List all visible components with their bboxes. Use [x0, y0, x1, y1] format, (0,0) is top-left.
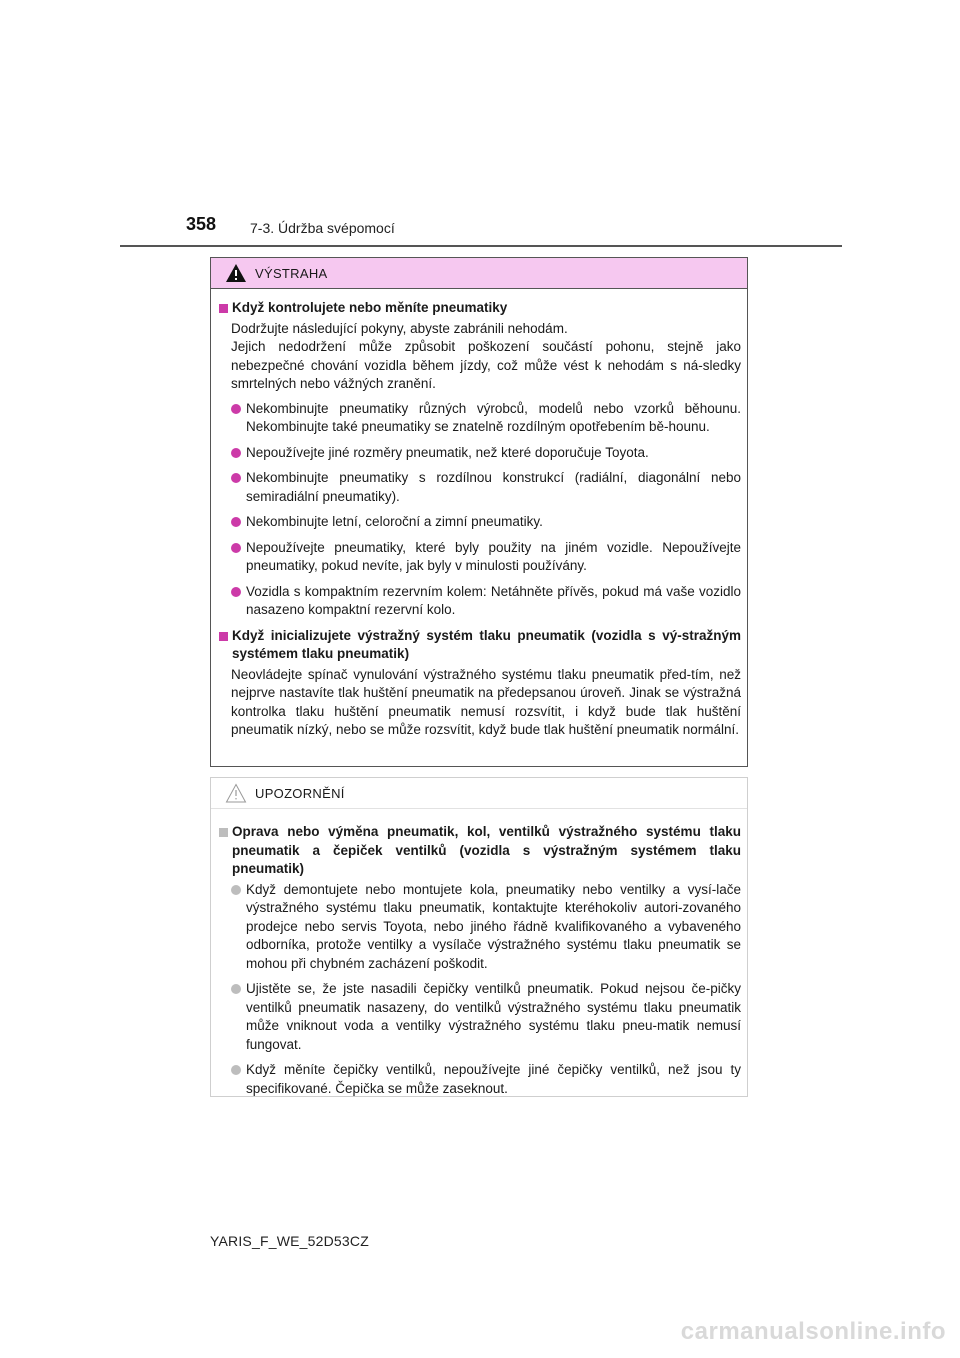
paragraph: Dodržujte následující pokyny, abyste zabránili nehodám. Jejich nedodržení může způsobit poškození součástí pohonu, stejně jako nebezpečné chování vozidla během jízdy, což může vést k nehodám s ná-sledky smrtelných nebo vážných zranění. [231, 320, 741, 391]
square-bullet-icon [219, 632, 228, 641]
bullet-dot-icon [231, 517, 241, 527]
square-bullet-icon [219, 828, 228, 837]
caution-body [211, 809, 747, 1098]
bullet-dot-icon [231, 1065, 241, 1075]
bullet-text: Nepoužívejte jiné rozměry pneumatik, než které doporučuje Toyota. [246, 444, 649, 460]
bullet-dot-icon [231, 543, 241, 553]
warning-heading [219, 299, 741, 318]
caution-header [211, 778, 747, 809]
header-rule [120, 245, 842, 247]
bullet-dot-icon [231, 885, 241, 895]
warning-header [211, 258, 747, 289]
list-item [231, 881, 741, 974]
bullet-dot-icon [231, 587, 241, 597]
caution-box [210, 777, 748, 1097]
footer-model-code: YARIS_F_WE_52D53CZ [210, 1233, 369, 1249]
bullet-text: Ujistěte se, že jste nasadili čepičky ventilků pneumatik. Pokud nejsou če-pičky ventilků pneumatik nasazeny, do ventilků výstražného systému tlaku pneumatik může vniknout voda a ventilky výstražného systému tlaku pneu-matik nemusí fungovat. [246, 981, 741, 1052]
bullet-text: Když měníte čepičky ventilků, nepoužívejte jiné čepičky ventilků, než jsou ty specifikované. Čepička se může zaseknout. [246, 1062, 741, 1096]
list-item [231, 1061, 741, 1098]
bullet-dot-icon [231, 448, 241, 458]
watermark: carmanualsonline.info [680, 1318, 946, 1345]
heading-text: Oprava nebo výměna pneumatik, kol, ventilků výstražného systému tlaku pneumatik a čepiček ventilků (vozidla s výstražným systémem tlaku pneumatik) [232, 824, 741, 876]
list-item [231, 400, 741, 437]
warning-heading [219, 627, 741, 664]
warning-label: VÝSTRAHA [255, 265, 328, 281]
square-bullet-icon [219, 304, 228, 313]
paragraph: Neovládejte spínač vynulování výstražného systému tlaku pneumatik před-tím, než nejprve nastavíte tlak huštění pneumatik na předepsanou úroveň. Jinak se výstražná kontrolka tlaku huštění pneumatik nemusí rozsvítit, i když bude tlak huštění pneumatik nízký, nebo se může rozsvítit, když bude tlak huštění pneumatik normální. [231, 666, 741, 737]
list-item [231, 583, 741, 620]
bullet-dot-icon [231, 404, 241, 414]
caution-triangle-icon [225, 783, 247, 803]
list-item [231, 469, 741, 506]
heading-text: Když inicializujete výstražný systém tlaku pneumatik (vozidla s vý-stražným systémem tlaku pneumatik) [232, 627, 741, 661]
bullet-text: Nepoužívejte pneumatiky, které byly použity na jiném vozidle. Nepoužívejte pneumatiky, pokud nevíte, jak byly v minulosti používány. [246, 539, 741, 573]
bullet-text: Vozidla s kompaktním rezervním kolem: Netáhněte přívěs, pokud má vaše vozidlo nasazeno kompaktní rezervní kolo. [246, 583, 741, 617]
bullet-text: Nekombinujte letní, celoroční a zimní pneumatiky. [246, 514, 543, 529]
page-number: 358 [186, 214, 217, 234]
caution-label: UPOZORNĚNÍ [255, 785, 345, 801]
caution-heading [219, 823, 741, 879]
warning-body [211, 289, 747, 740]
bullet-text: Nekombinujte pneumatiky různých výrobců, modelů nebo vzorků běhounu. Nekombinujte také pneumatiky se znatelně rozdílným opotřebením bě-hounu. [246, 400, 741, 434]
bullet-text: Když demontujete nebo montujete kola, pneumatiky nebo ventilky a vysí-lače výstražného systému tlaku pneumatik, kontaktujte kteréhokoliv autori-zovaného prodejce nebo servis Toyota, nebo jiného řádně kvalifikovaného a vybaveného odborníka, protože ventilky a vysílače výstražného systému tlaku pneumatik se mohou při chybném zacházení poškodit. [246, 881, 741, 971]
list-item [231, 513, 741, 532]
warning-triangle-icon [225, 263, 247, 283]
section-title: 7-3. Údržba svépomocí [250, 220, 395, 236]
warning-box [210, 257, 748, 767]
heading-text: Když kontrolujete nebo měníte pneumatiky [232, 300, 508, 315]
bullet-text: Nekombinujte pneumatiky s rozdílnou konstrukcí (radiální, diagonální nebo semiradiální pneumatiky). [246, 470, 741, 504]
list-item [231, 980, 741, 1054]
list-item [231, 539, 741, 576]
list-item [231, 444, 741, 463]
bullet-dot-icon [231, 984, 241, 994]
bullet-dot-icon [231, 473, 241, 483]
